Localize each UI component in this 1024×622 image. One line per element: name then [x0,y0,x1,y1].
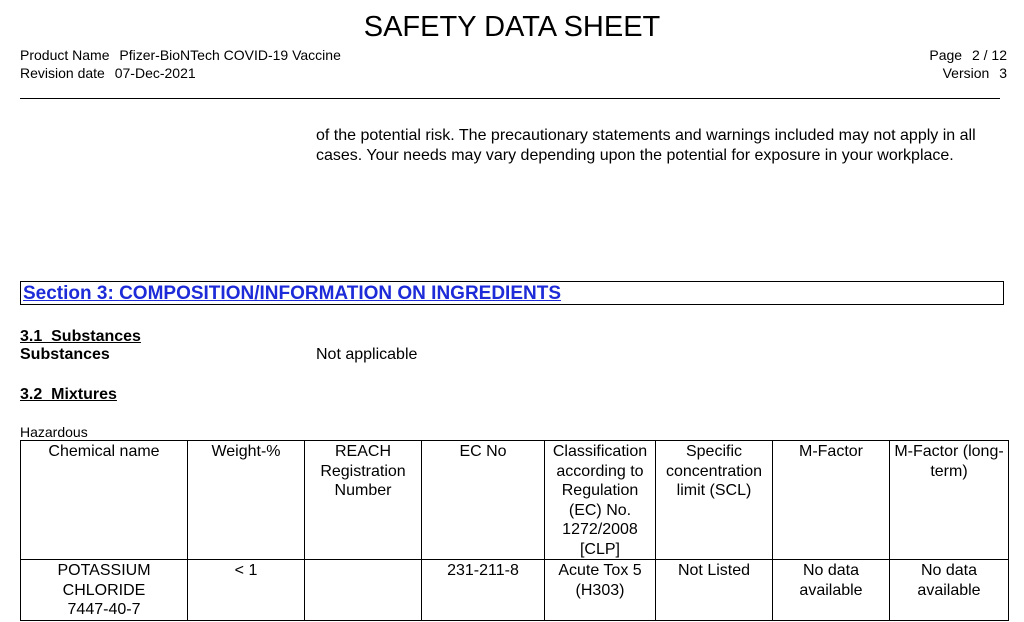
page-number: 2 / 12 [971,47,1007,63]
table-row [21,560,1009,621]
revision-date-value: 07-Dec-2021 [114,65,196,81]
hazardous-label: Hazardous [20,424,88,440]
substances-heading: 3.1 Substances [20,328,141,345]
ingredients-table [20,440,1009,621]
column-header: M-Factor [773,441,890,560]
cas-number: 7447-40-7 [67,601,141,618]
document-title: SAFETY DATA SHEET [363,11,661,43]
chemical-name-line: POTASSIUM [57,562,151,579]
revision-date-row [20,64,341,82]
column-header: REACH Registration Number [305,441,422,560]
reach-cell [305,560,422,621]
page-label: Page [929,47,963,63]
document-meta-left [20,46,341,82]
substances-label: Substances [20,346,110,363]
version-row [929,64,1007,82]
revision-date-label: Revision date [20,65,105,81]
classification-line: Acute Tox 5 [558,562,642,579]
scl-cell: Not Listed [656,560,773,621]
version-value: 3 [999,65,1007,81]
chemical-name-cell [21,560,188,621]
table-header-row [21,441,1009,560]
mixtures-heading: 3.2 Mixtures [20,386,117,403]
section-3-header [20,281,1004,305]
page-row [929,46,1007,64]
continued-paragraph: of the potential risk. The precautionary statements and warnings included may not apply in all cases. Your needs may vary depending upon the potential for exposure in your workplace. [316,127,976,164]
column-header: Specific concentration limit (SCL) [656,441,773,560]
product-name-row [20,46,341,64]
classification-cell [545,560,656,621]
classification-line: (H303) [575,581,625,599]
substances-value: Not applicable [316,346,418,363]
document-meta-right [929,46,1007,82]
column-header: EC No [422,441,545,560]
m-factor-cell: No data available [773,560,890,621]
section-3-title-main: COMPOSITION/INFORMATION ON INGREDIENTS [119,283,562,304]
chemical-name-line: CHLORIDE [62,581,146,599]
m-factor-long-term-cell: No data available [890,560,1009,621]
weight-cell: < 1 [188,560,305,621]
column-header: M-Factor (long-term) [890,441,1009,560]
section-3-title-prefix: Section 3: [23,283,120,304]
ec-no-cell: 231-211-8 [422,560,545,621]
product-name-value: Pfizer-BioNTech COVID-19 Vaccine [119,47,341,63]
header-divider [20,98,1000,99]
column-header: Classification according to Regulation (EC) No. 1272/2008 [CLP] [545,441,656,560]
column-header: Weight-% [188,441,305,560]
product-name-label: Product Name [20,47,110,63]
section-3-title [23,283,561,305]
column-header: Chemical name [21,441,188,560]
version-label: Version [942,65,990,81]
